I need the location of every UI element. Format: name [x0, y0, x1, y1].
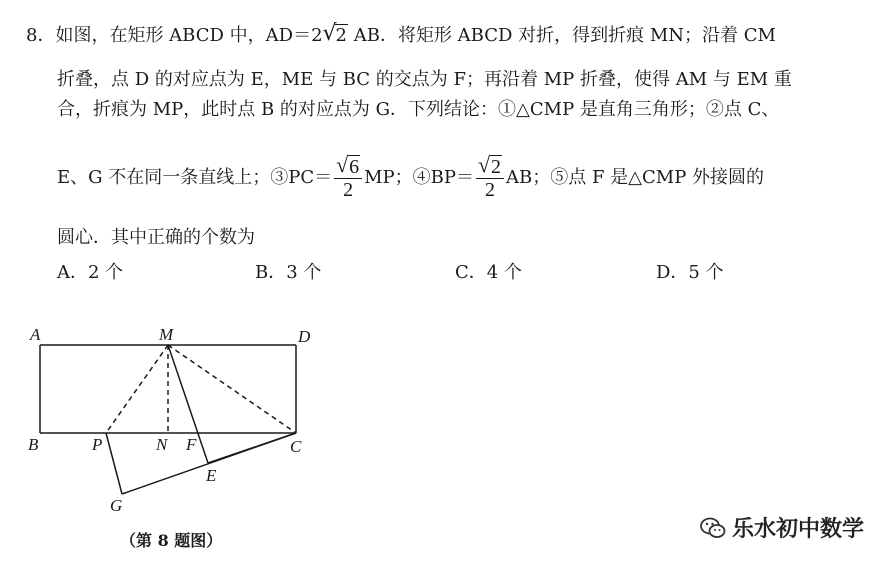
segment-MP: [106, 345, 168, 433]
choice-d[interactable]: D．5 个: [656, 262, 724, 283]
point-label-M: M: [159, 325, 174, 344]
question-line-1: [26, 21, 776, 48]
fraction-sqrt6-over-2: √ 6 2: [334, 156, 362, 201]
figure-caption: （第 8 题图）: [120, 531, 223, 550]
point-label-A: A: [30, 325, 41, 344]
segment-MC: [168, 345, 296, 433]
question-line-2: 折叠，点 D 的对应点为 E，ME 与 BC 的交点为 F；再沿着 MP 折叠，使得 AM 与 EM 重: [57, 69, 792, 90]
point-label-P: P: [92, 435, 103, 454]
question-line-3: 合，折痕为 MP，此时点 B 的对应点为 G．下列结论：①△CMP 是直角三角形；②点 C、: [57, 99, 780, 120]
choice-c[interactable]: C．4 个: [455, 262, 522, 283]
geometry-figure: [22, 318, 322, 528]
question-text-4c: AB；⑤点 F 是△CMP 外接圆的: [506, 167, 765, 188]
question-text-4b: MP；④BP＝: [364, 167, 475, 188]
wechat-icon: [700, 515, 726, 541]
point-label-C: C: [290, 437, 302, 456]
coefficient: 2: [311, 25, 323, 46]
sqrt-expression: √ 2: [322, 21, 347, 46]
question-text-4a: E、G 不在同一条直线上；③PC＝: [57, 167, 333, 188]
choice-b[interactable]: B．3 个: [255, 262, 322, 283]
point-label-D: D: [298, 327, 311, 346]
question-number: 8．: [26, 25, 56, 46]
question-text-1b: AB．将矩形 ABCD 对折，得到折痕 MN；沿着 CM: [348, 25, 776, 46]
question-line-5: 圆心．其中正确的个数为: [57, 227, 255, 248]
question-text-1a: 如图，在矩形 ABCD 中，AD＝: [55, 25, 312, 46]
fraction-sqrt2-over-2: √ 2 2: [476, 156, 504, 201]
point-label-N: N: [156, 435, 168, 454]
point-label-E: E: [206, 466, 217, 485]
segment-PG: [106, 433, 122, 494]
brand-watermark: [700, 512, 864, 543]
brand-name: 乐水初中数学: [732, 517, 865, 542]
point-label-F: F: [186, 435, 197, 454]
point-label-G: G: [110, 496, 123, 515]
choice-a[interactable]: A．2 个: [57, 262, 124, 283]
question-line-4: [57, 148, 764, 208]
point-label-B: B: [28, 435, 39, 454]
